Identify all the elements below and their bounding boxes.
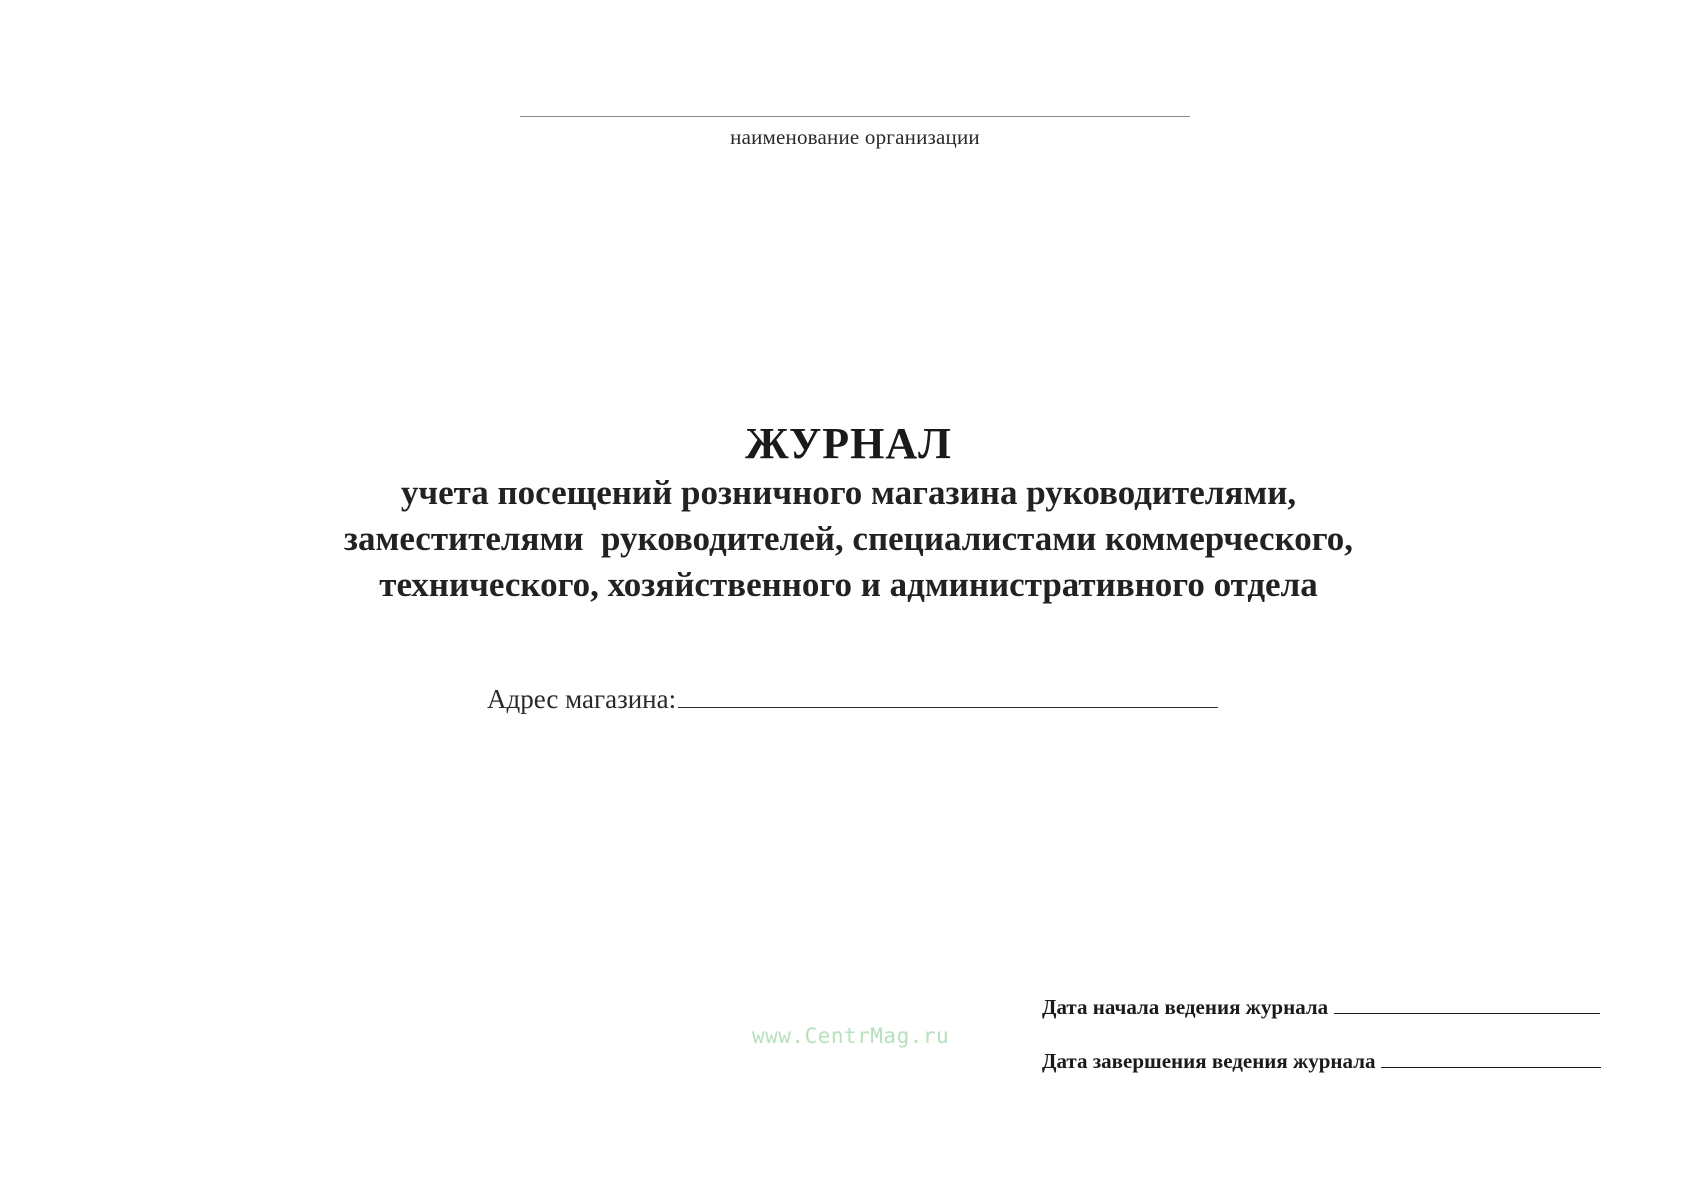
document-subtitle-line-1: учета посещений розничного магазина руководителями,: [400, 473, 1297, 512]
watermark: www.CentrMag.ru: [752, 1024, 950, 1048]
start-date-blank-line: [1334, 997, 1600, 1014]
address-label: Адрес магазина:: [487, 684, 677, 714]
journal-dates: [1042, 995, 1601, 1103]
end-date-label: Дата завершения ведения журнала: [1042, 1049, 1376, 1073]
title-block: [0, 418, 1697, 608]
address-blank-line: [678, 687, 1218, 708]
organization-caption: наименование организации: [730, 125, 980, 149]
organization-block: [520, 116, 1190, 150]
document-subtitle-line-3: технического, хозяйственного и административного отдела: [379, 565, 1318, 604]
end-date-blank-line: [1381, 1051, 1601, 1068]
end-date-row: [1042, 1049, 1601, 1074]
start-date-row: [1042, 995, 1601, 1020]
document-title: ЖУРНАЛ: [745, 419, 952, 468]
document-subtitle-line-2: заместителями руководителей, специалистами коммерческого,: [343, 519, 1354, 558]
organization-name-line: [520, 116, 1190, 117]
address-field: [487, 684, 1218, 715]
start-date-label: Дата начала ведения журнала: [1042, 995, 1329, 1019]
